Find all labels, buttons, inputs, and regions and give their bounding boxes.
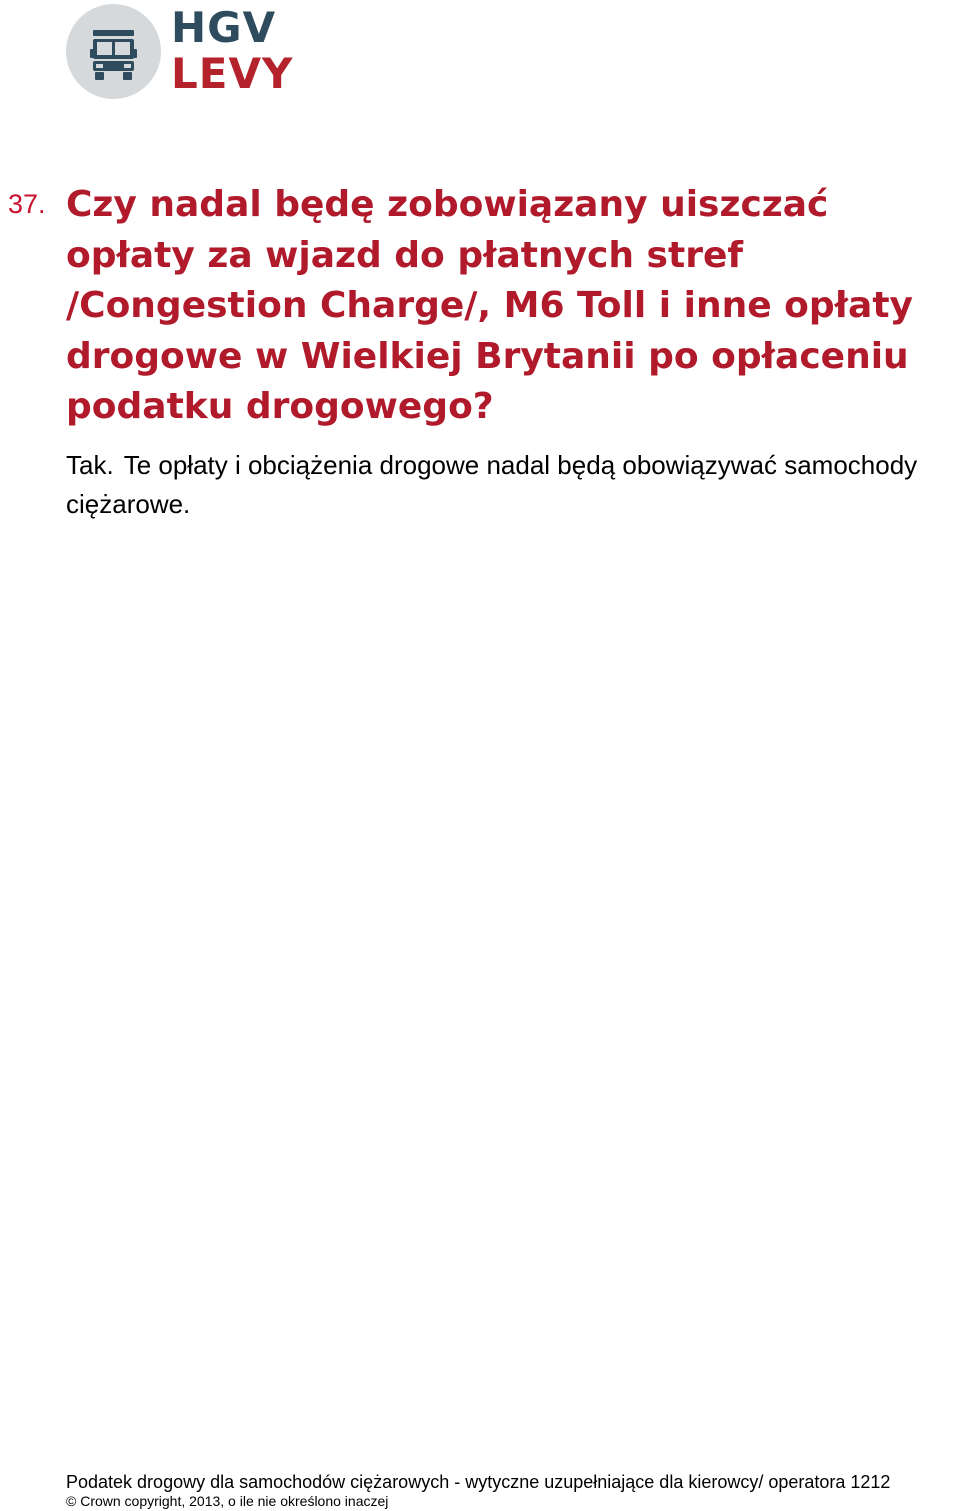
logo-text-hgv: HGV [171, 3, 277, 52]
question-text: Czy nadal będę zobowiązany uiszczać opłaty za wjazd do płatnych stref /Congestion Charge/, M6 Toll i inne opłaty drogowe w Wielkiej Brytanii po opłaceniu podatku drogowego? [66, 184, 914, 427]
logo-circle [66, 4, 161, 99]
answer-lead: Tak. [66, 450, 114, 480]
logo-text-levy: LEVY [171, 49, 294, 98]
footer-document-title: Podatek drogowy dla samochodów ciężarowych - wytyczne uzupełniające dla kierowcy/ operatora 1212 [66, 1472, 891, 1492]
truck-icon [66, 4, 161, 99]
footer-copyright: © Crown copyright, 2013, o ile nie określono inaczej [66, 1493, 389, 1509]
faq-answer [66, 446, 946, 524]
question-number: 37. [8, 189, 46, 219]
answer-text: Te opłaty i obciążenia drogowe nadal będą obowiązywać samochody ciężarowe. [66, 450, 918, 519]
hgv-levy-logo [66, 4, 296, 100]
